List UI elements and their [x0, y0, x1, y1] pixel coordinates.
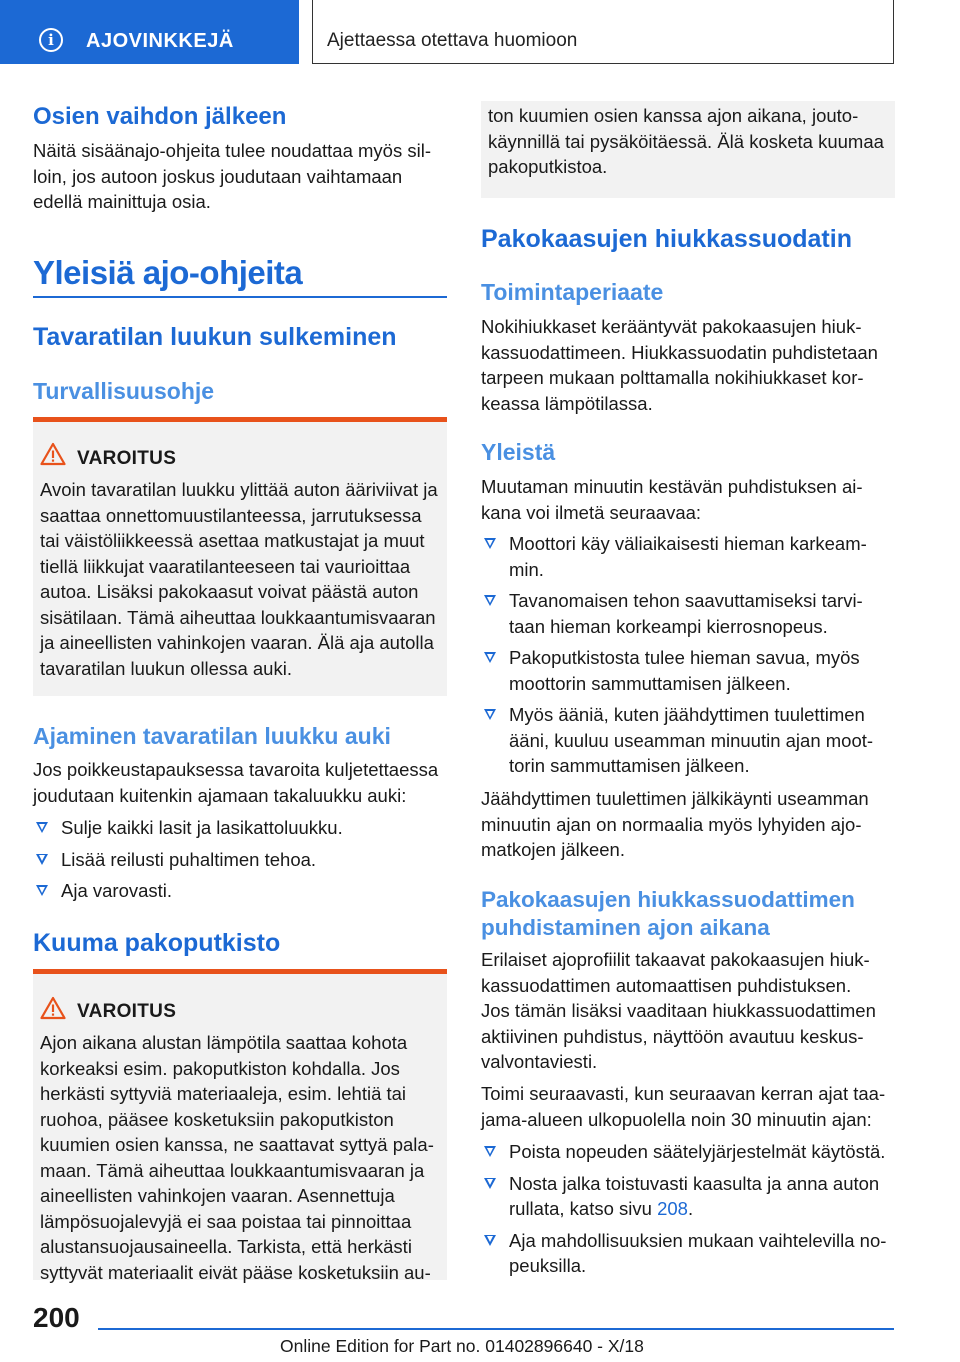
- heading-rule: [33, 296, 447, 298]
- warning-box-trunk: [33, 422, 447, 696]
- principle-text: Nokihiukkaset kerääntyvät pakokaasujen hiuk- kassuodattimeen. Hiukkassuodatin puhdistetaan tarpeen mukaan polttamalla nokihiukkaset kor- keassa lämpötilassa.: [481, 316, 878, 414]
- info-icon: i: [39, 28, 63, 52]
- warning-text: ton kuumien osien kanssa ajon aikana, jouto- käynnillä tai pysäköitäessä. Älä kosketa kuumaa pakoputkistoa.: [488, 105, 884, 177]
- warning-box-continued: [481, 101, 895, 198]
- general-text: Muutaman minuutin kestävän puhdistuksen ai- kana voi ilmetä seuraavaa:: [481, 476, 863, 523]
- list-item: Tavanomaisen tehon saavuttamiseksi tarvi- taan hieman korkeampi kierrosnopeus.: [481, 588, 895, 639]
- chapter-title: Ajettaessa otettava huomioon: [327, 30, 578, 51]
- section-label: AJOVINKKEJÄ: [86, 30, 234, 52]
- triangle-bullet-icon: [484, 652, 496, 663]
- triangle-bullet-icon: [484, 595, 496, 606]
- triangle-bullet-icon: [36, 854, 48, 865]
- general-list: [481, 531, 895, 779]
- triangle-bullet-icon: [36, 822, 48, 833]
- warning-title: VAROITUS: [77, 1001, 177, 1022]
- cleaning-list: [481, 1139, 895, 1279]
- heading-general-driving: Yleisiä ajo-ohjeita: [33, 254, 303, 291]
- list-item: Poista nopeuden säätelyjärjestelmät käytöstä.: [481, 1139, 895, 1165]
- triangle-bullet-icon: [484, 709, 496, 720]
- heading-safety: Turvallisuusohje: [33, 378, 215, 404]
- open-trunk-list: [33, 815, 447, 904]
- warning-triangle-icon: [40, 996, 66, 1020]
- list-item: Lisää reilusti puhaltimen tehoa.: [33, 847, 447, 873]
- list-item: Sulje kaikki lasit ja lasikattoluukku.: [33, 815, 447, 841]
- heading-principle: Toimintaperiaate: [481, 279, 664, 305]
- chapter-title-box: [312, 0, 894, 64]
- heading-hot-exhaust: Kuuma pakoputkisto: [33, 929, 281, 957]
- warning-title: VAROITUS: [77, 448, 177, 469]
- after-parts-text: Näitä sisäänajo-ohjeita tulee noudattaa myös sil- loin, jos autoon joskus joudutaan vaihtamaan edellä mainittuja osia.: [33, 140, 431, 212]
- heading-active-cleaning: Pakokaasujen hiukkassuodattimen puhdistaminen ajon aikana: [481, 887, 855, 940]
- warning-box-exhaust: [33, 974, 447, 1283]
- list-item: Aja mahdollisuuksien mukaan vaihtelevilla no- peuksilla.: [481, 1228, 895, 1279]
- list-item: Pakoputkistosta tulee hieman savua, myös moottorin sammuttamisen jälkeen.: [481, 645, 895, 696]
- triangle-bullet-icon: [484, 538, 496, 549]
- warning-text: Ajon aikana alustan lämpötila saattaa kohota korkeaksi esim. pakoputkiston kohdalla. Jos herkästi syttyviä materiaaleja, esim. lehtiä tai ruohoa, pääsee kosketuksiin pakoputkiston kuumien osien kanssa, ne saattavat syttyä pala- maan. Tämä aiheuttaa loukkaantumisvaaran ja aineellisten vahinkojen vaaran. Asennettuja lämpösuojalevyjä ei saa poistaa tai pinnoittaa alustansuojausaineella. Tarkista, että herkästi syttyvät materiaalit eivät pääse kosketuksiin au-: [40, 1032, 434, 1283]
- list-item: Aja varovasti.: [33, 878, 447, 904]
- warning-text: Avoin tavaratilan luukku ylittää auton ääriviivat ja saattaa onnettomuustilanteessa, jarrutuksessa tai väistöliikkeessä asettaa matkustajat ja muut tiellä liikkujat vaaratilanteeseen tai vaurioittaa autoa. Lisäksi pakokaasut voivat päästä auton sisätilaan. Tämä aiheuttaa loukkaantumisvaaran ja aineellisten vahinkojen vaaran. Älä aja autolla tavaratilan luukun ollessa auki.: [40, 479, 438, 679]
- heading-open-trunk: Ajaminen tavaratilan luukku auki: [33, 723, 391, 749]
- heading-trunk-closing: Tavaratilan luukun sulkeminen: [33, 323, 397, 351]
- open-trunk-text: Jos poikkeustapauksessa tavaroita kuljetettaessa joudutaan kuitenkin ajamaan takaluukku auki:: [33, 759, 439, 806]
- general-after-text: Jäähdyttimen tuulettimen jälkikäynti useamman minuutin ajan on normaalia myös lyhyiden ajo- matkojen jälkeen.: [481, 788, 869, 860]
- triangle-bullet-icon: [484, 1178, 496, 1189]
- edition-text: Online Edition for Part no. 01402896640 - X/18: [280, 1336, 644, 1356]
- triangle-bullet-icon: [484, 1146, 496, 1157]
- footer-rule: [98, 1328, 894, 1330]
- cleaning-instructions: Toimi seuraavasti, kun seuraavan kerran ajat taa- jama-alueen ulkopuolella noin 30 minuutin ajan:: [481, 1083, 886, 1130]
- section-tab: [0, 0, 299, 64]
- heading-particle-filter: Pakokaasujen hiukkassuodatin: [481, 225, 852, 253]
- cleaning-text: Erilaiset ajoprofiilit takaavat pakokaasujen hiuk- kassuodattimen automaattisen puhdistuksen. Jos tämän lisäksi vaaditaan hiukkassuodattimen aktiivinen puhdistus, näyttöön avautuu keskus- valvontaviesti.: [481, 949, 876, 1072]
- heading-general: Yleistä: [481, 439, 556, 465]
- list-item: Nosta jalka toistuvasti kaasulta ja anna auton rullata, katso sivu 208.: [481, 1171, 895, 1222]
- triangle-bullet-icon: [36, 885, 48, 896]
- page-number: 200: [33, 1302, 80, 1333]
- list-item: Moottori käy väliaikaisesti hieman karkeam- min.: [481, 531, 895, 582]
- heading-after-parts: Osien vaihdon jälkeen: [33, 103, 287, 130]
- warning-triangle-icon: [40, 442, 66, 466]
- page-link[interactable]: 208: [657, 1198, 688, 1219]
- list-item: Myös ääniä, kuten jäähdyttimen tuulettimen ääni, kuuluu useamman minuutin ajan moot- torin sammuttamisen jälkeen.: [481, 702, 895, 779]
- triangle-bullet-icon: [484, 1235, 496, 1246]
